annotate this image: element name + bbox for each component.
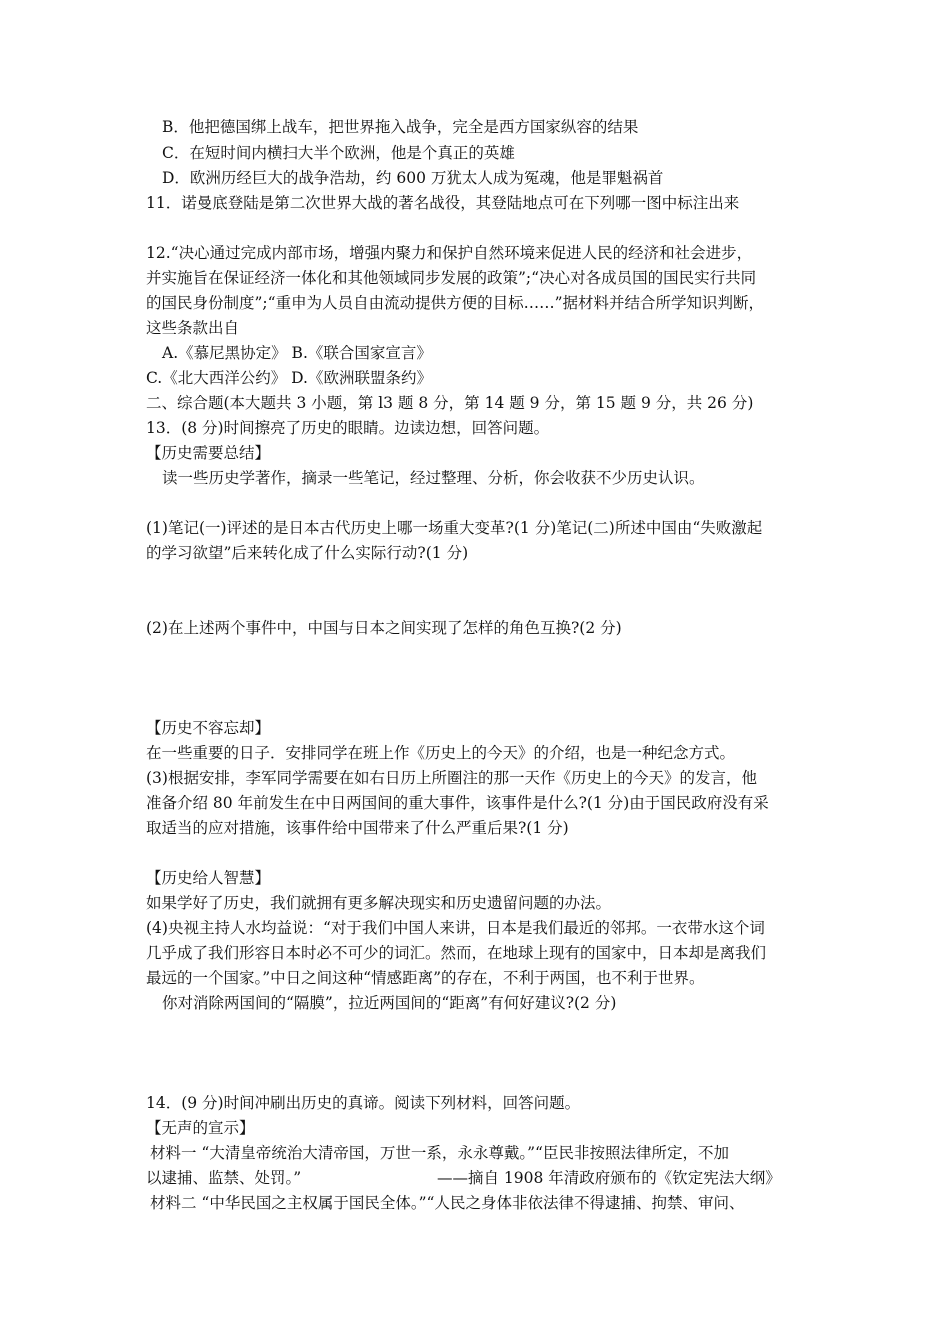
q13-part3-line2: 准备介绍 80 年前发生在中日两国间的重大事件，该事件是什么?(1 分)由于国民政府没有采 xyxy=(146,794,769,812)
q13-part1-line2: 的学习欲望”后来转化成了什么实际行动?(1 分) xyxy=(146,544,469,562)
q13-part3-line1: (3)根据安排，李军同学需要在如右日历上所圈注的那一天作《历史上的今天》的发言，他 xyxy=(146,769,757,787)
q10-option-b: B．他把德国绑上战车，把世界拖入战争，完全是西方国家纵容的结果 xyxy=(162,118,639,136)
q13-heading-summary: 【历史需要总结】 xyxy=(146,444,271,462)
q14-material-2-line1: 材料二 “中华民国之主权属于国民全体。”“人民之身体非依法律不得逮捕、拘禁、审问、 xyxy=(150,1194,745,1212)
q13-part4-line3: 最远的一个国家。”中日之间这种“情感距离”的存在，不利于两国，也不利于世界。 xyxy=(146,969,705,987)
q14-material-1-line1: 材料一 “大清皇帝统治大清帝国，万世一系，永永尊戴。”“臣民非按照法律所定，不加 xyxy=(150,1144,729,1162)
q13-part4-line2: 几乎成了我们形容日本时必不可少的词汇。然而，在地球上现有的国家中，日本却是离我们 xyxy=(146,944,767,962)
q12-options-cd: C.《北大西洋公约》 D.《欧洲联盟条约》 xyxy=(146,369,432,387)
q10-option-c: C．在短时间内横扫大半个欧洲，他是个真正的英雄 xyxy=(162,144,515,162)
q14-title: 14．(9 分)时间冲刷出历史的真谛。阅读下列材料，回答问题。 xyxy=(146,1094,581,1112)
q13-title: 13．(8 分)时间擦亮了历史的眼睛。边读边想，回答问题。 xyxy=(146,419,550,437)
q12-line-1: 12.“决心通过完成内部市场，增强内聚力和保护自然环境来促进人民的经济和社会进步， xyxy=(146,244,753,262)
section-2-title: 二、综合题(本大题共 3 小题，第 l3 题 8 分，第 14 题 9 分，第 15 题 9 分，共 26 分) xyxy=(146,394,754,412)
q14-material-1-line2a: 以逮捕、监禁、处罚。” xyxy=(146,1169,302,1187)
q13-heading-wisdom: 【历史给人智慧】 xyxy=(146,869,271,887)
q14-material-1-source: ——摘自 1908 年清政府颁布的《钦定宪法大纲》 xyxy=(437,1169,781,1187)
q12-line-4: 这些条款出自 xyxy=(146,319,240,337)
q14-heading: 【无声的宣示】 xyxy=(146,1119,255,1137)
q13-part4-line1: (4)央视主持人水均益说：“对于我们中国人来讲，日本是我们最近的邻邦。一衣带水这个词 xyxy=(146,919,765,937)
q11-text: 11．诺曼底登陆是第二次世界大战的著名战役，其登陆地点可在下列哪一图中标注出来 xyxy=(146,194,740,212)
q13-intro: 读一些历史学著作，摘录一些笔记，经过整理、分析，你会收获不少历史认识。 xyxy=(162,469,705,487)
q13-heading-remember: 【历史不容忘却】 xyxy=(146,719,271,737)
q13-part3-line3: 取适当的应对措施，该事件给中国带来了什么严重后果?(1 分) xyxy=(146,819,569,837)
q13-wisdom-text: 如果学好了历史，我们就拥有更多解决现实和历史遗留问题的办法。 xyxy=(146,894,612,912)
q13-part2: (2)在上述两个事件中，中国与日本之间实现了怎样的角色互换?(2 分) xyxy=(146,619,622,637)
q12-line-3: 的国民身份制度”;“重申为人员自由流动提供方便的目标……”据材料并结合所学知识判断， xyxy=(146,294,764,312)
q10-option-d: D．欧洲历经巨大的战争浩劫，约 600 万犹太人成为冤魂，他是罪魁祸首 xyxy=(162,169,664,187)
q12-line-2: 并实施旨在保证经济一体化和其他领域同步发展的政策”;“决心对各成员国的国民实行共同 xyxy=(146,269,757,287)
q13-remember-text: 在一些重要的日子．安排同学在班上作《历史上的今天》的介绍，也是一种纪念方式。 xyxy=(146,744,736,762)
q13-part4-question: 你对消除两国间的“隔膜”，拉近两国间的“距离”有何好建议?(2 分) xyxy=(162,994,617,1012)
q13-part1-line1: (1)笔记(一)评述的是日本古代历史上哪一场重大变革?(1 分)笔记(二)所述中国由“失败激起 xyxy=(146,519,763,537)
q12-options-ab: A.《慕尼黑协定》 B.《联合国家宣言》 xyxy=(162,344,432,362)
